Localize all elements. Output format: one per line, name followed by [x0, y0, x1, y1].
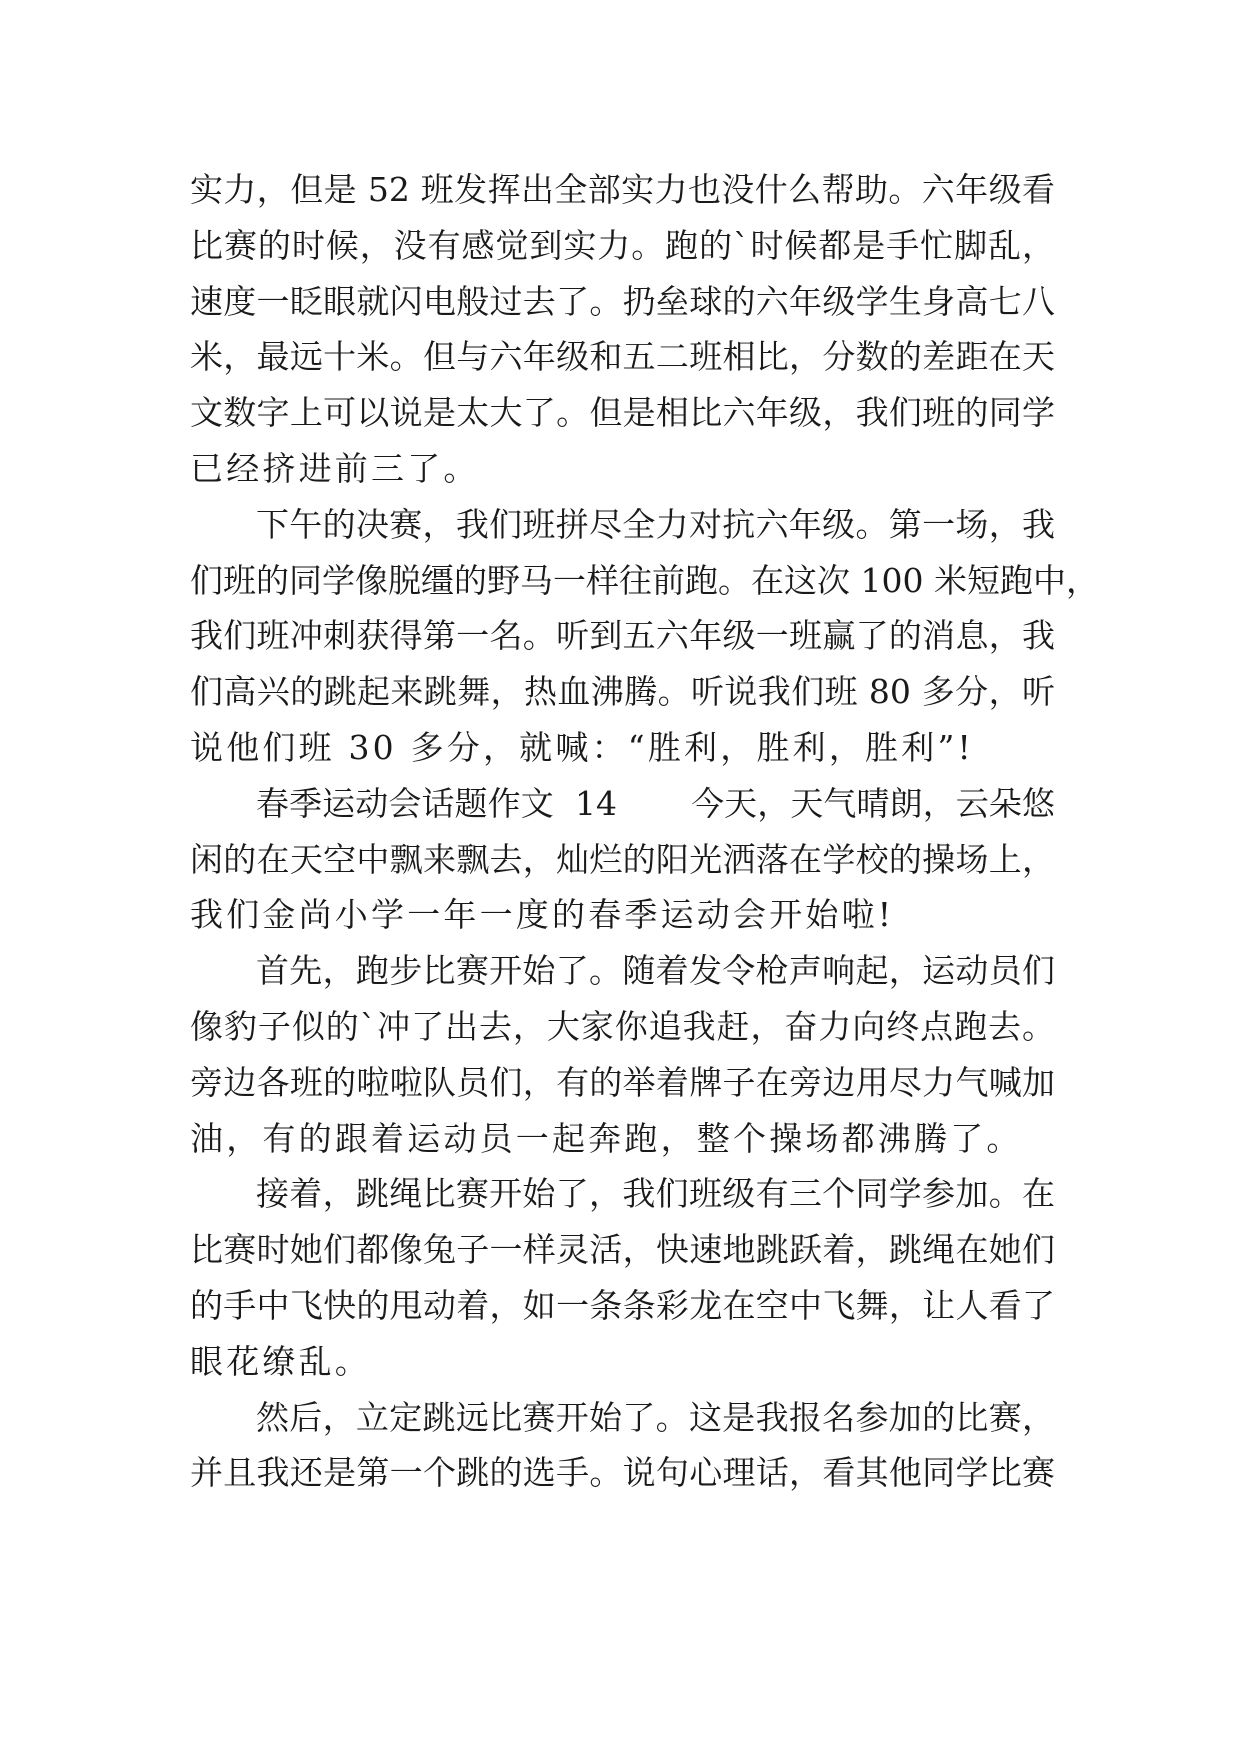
text-line: 已经挤进前三了。: [190, 448, 480, 488]
text-line: 油，有的跟着运动员一起奔跑，整个操场都沸腾了。: [190, 1118, 1023, 1158]
text-line: 们高兴的跳起来跳舞，热血沸腾。听说我们班 80 多分，听: [190, 672, 1055, 712]
text-line: 然后，立定跳远比赛开始了。这是我报名参加的比赛，: [256, 1397, 1055, 1437]
text-line: 的手中飞快的甩动着，如一条条彩龙在空中飞舞，让人看了: [190, 1285, 1055, 1325]
paragraph: [190, 1390, 1055, 1502]
text-line: 春季运动会话题作文 14 今天，天气晴朗，云朵悠: [256, 783, 1055, 823]
text-line: 首先，跑步比赛开始了。随着发令枪声响起，运动员们: [256, 951, 1055, 991]
text-line: 眼花缭乱。: [190, 1341, 371, 1381]
text-line: 说他们班 30 多分，就喊：“胜利，胜利，胜利”!: [190, 727, 974, 767]
text-line: 们班的同学像脱缰的野马一样往前跑。在这次 100 米短跑中，: [190, 560, 1099, 600]
paragraph: [190, 162, 1055, 497]
essay-body: [190, 162, 1099, 1501]
text-line: 速度一眨眼就闪电般过去了。扔垒球的六年级学生身高七八: [190, 281, 1055, 321]
text-line: 比赛时她们都像兔子一样灵活，快速地跳跃着，跳绳在她们: [190, 1230, 1055, 1270]
text-line: 实力，但是 52 班发挥出全部实力也没什么帮助。六年级看: [190, 170, 1055, 209]
text-line: 我们班冲刺获得第一名。听到五六年级一班赢了的消息，我: [190, 616, 1055, 656]
paragraph: [190, 497, 1099, 776]
text-line: 文数字上可以说是太大了。但是相比六年级，我们班的同学: [190, 393, 1055, 433]
text-line: 比赛的时候，没有感觉到实力。跑的`时候都是手忙脚乱，: [190, 225, 1055, 265]
text-line: 米，最远十米。但与六年级和五二班相比，分数的差距在天: [190, 337, 1055, 377]
text-line: 接着，跳绳比赛开始了，我们班级有三个同学参加。在: [256, 1174, 1055, 1214]
paragraph: [190, 776, 1055, 943]
text-line: 像豹子似的`冲了出去，大家你追我赶，奋力向终点跑去。: [190, 1006, 1055, 1046]
text-line: 并且我还是第一个跳的选手。说句心理话，看其他同学比赛: [190, 1453, 1055, 1493]
text-line: 闲的在天空中飘来飘去，灿烂的阳光洒落在学校的操场上，: [190, 839, 1055, 879]
text-line: 下午的决赛，我们班拼尽全力对抗六年级。第一场，我: [256, 504, 1055, 544]
text-line: 旁边各班的啦啦队员们，有的举着牌子在旁边用尽力气喊加: [190, 1062, 1055, 1102]
paragraph: [190, 943, 1055, 1166]
text-line: 我们金尚小学一年一度的春季运动会开始啦!: [190, 895, 895, 935]
paragraph: [190, 1166, 1055, 1389]
